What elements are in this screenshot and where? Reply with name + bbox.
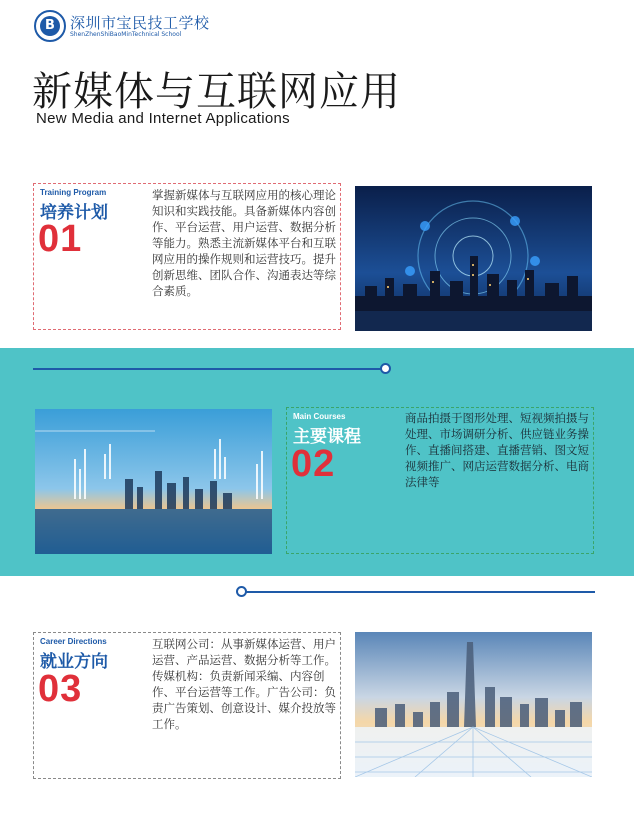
- timeline-line-2: [240, 591, 595, 593]
- school-logo: [34, 10, 66, 42]
- timeline-dot-1: [380, 363, 391, 374]
- section-number: 02: [291, 443, 336, 485]
- section-text: 互联网公司：从事新媒体运营、用户运营、产品运营、数据分析等工作。传媒机构：负责新闻采编、内容创作、平台运营等工作。广告公司：负责广告策划、创意设计、媒介投放等工作。: [152, 637, 336, 731]
- section-tag-en: Training Program: [40, 188, 107, 197]
- section-number: 01: [38, 218, 83, 260]
- section-tag-cn: 就业方向: [40, 652, 108, 672]
- school-name-cn: 深圳市宝民技工学校: [70, 14, 210, 32]
- logo-mark: B: [40, 16, 60, 36]
- school-name-en: ShenZhenShiBaoMinTechnical School: [70, 31, 182, 38]
- page-title: 新媒体与互联网应用: [32, 69, 401, 115]
- city-network-photo: [355, 186, 592, 331]
- section-tag-cn: 主要课程: [293, 427, 361, 447]
- page-subtitle: New Media and Internet Applications: [36, 110, 290, 127]
- timeline-dot-2: [236, 586, 247, 597]
- city-bar-chart-photo: [35, 409, 272, 554]
- section-number: 03: [38, 668, 83, 710]
- section-text: 掌握新媒体与互联网应用的核心理论知识和实践技能。具备新媒体内容创作、平台运营、用户运营、数据分析等能力。熟悉主流新媒体平台和互联网应用的操作规则和运营技巧。提升创新思维、团队合作、沟通表达等综合素质。: [152, 188, 336, 298]
- section-text: 商品拍摄于图形处理、短视频拍摄与处理、市场调研分析、供应链业务操作、直播间搭建、直播营销、图文短视频推广、网店运营数据分析、电商法律等: [405, 411, 589, 489]
- city-skyline-photo: [355, 632, 592, 777]
- section-tag-en: Main Courses: [293, 412, 346, 421]
- timeline-line-1: [33, 368, 383, 370]
- section-tag-cn: 培养计划: [40, 203, 108, 223]
- section-tag-en: Career Directions: [40, 637, 107, 646]
